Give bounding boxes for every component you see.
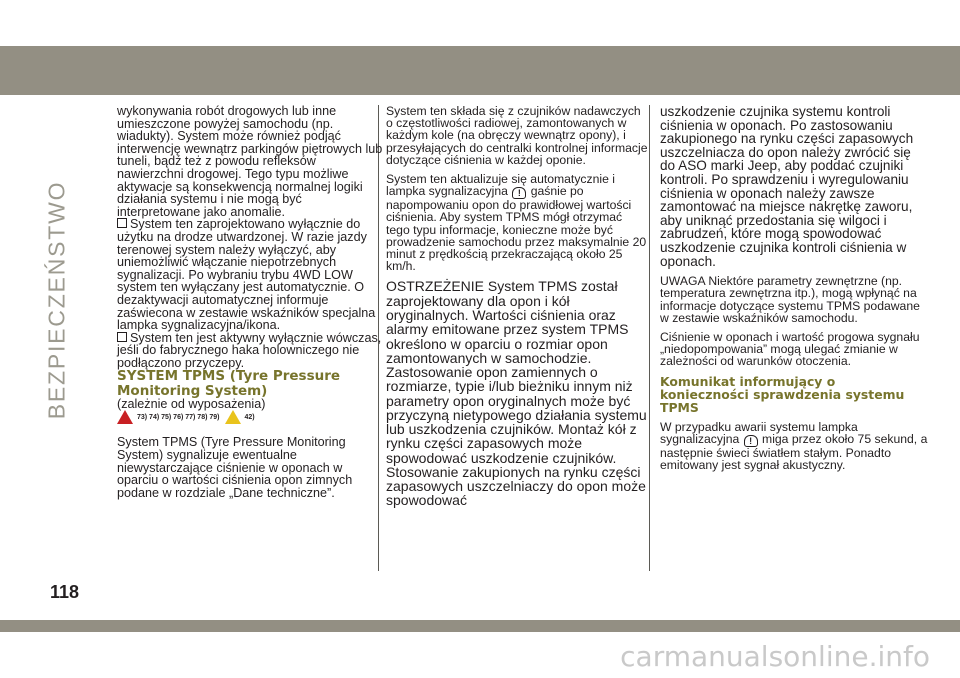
red-warning-triangle-icon	[117, 410, 133, 424]
tpms-warning-light-icon: !	[512, 187, 526, 199]
column-3	[660, 105, 928, 478]
column-1	[117, 105, 385, 499]
warning-references	[117, 410, 385, 424]
tpms-warning-light-icon: !	[744, 435, 758, 447]
section-title-tpms: SYSTEM TPMS (Tyre Pressure Monitoring System)	[117, 368, 341, 399]
col1-bullet-1: System ten zaprojektowano wyłącznie do użytku na drodze utwardzonej. W razie jazdy terenowej system należy wyłączyć, aby uniemożliwić włączanie niepotrzebnych sygnalizacji. Po wybraniu trybu 4WD LOW system ten wyłączany jest automatycznie. O dezaktywacji automatycznej informuje zaświecona w zestawie wskaźników specjalna lampka sygnalizacyjna/ikona.	[117, 217, 376, 333]
sub-heading-tpms-check: Komunikat informujący o konieczności sprawdzenia systemu TPMS	[660, 373, 905, 415]
col2-paragraph-2: System ten aktualizuje się automatycznie i lampka sygnalizacyjna ! gaśnie po napompowaniu opon do prawidłowej wartości ciśnienia. Aby system TPMS mógł otrzymać tego typu informacje, konieczne może być prowadzenie samochodu przez maksymalnie 20 minut z prędkością przekraczającą około 25 km/h.	[386, 172, 647, 274]
col3-paragraph-3: Ciśnienie w oponach i wartość progowa sygnału „niedopompowania” mogą ulegać zmianie w zależności od warunków otoczenia.	[660, 329, 920, 369]
col1-paragraph-2: System TPMS (Tyre Pressure Monitoring System) sygnalizuje ewentualne niewystarczające ciśnienie w oponach w oparciu o wartości ciśnienia opon zimnych podane w rozdziale „Dane techniczne”.	[117, 435, 353, 500]
footer-band	[0, 620, 960, 632]
col1-bullet-2: System ten jest aktywny wyłącznie wówczas, jeśli do fabrycznego haka holowniczego nie podłączono przyczepy.	[117, 330, 382, 370]
yellow-caution-triangle-icon	[225, 410, 241, 424]
col3-paragraph-4: W przypadku awarii systemu lampka sygnalizacyjna ! miga przez około 75 sekund, a następnie świeci światłem stałym. Ponadto emitowany jest sygnał akustyczny.	[660, 419, 928, 472]
equipment-subtitle: (zależnie od wyposażenia)	[117, 396, 266, 411]
col3-paragraph-1: uszkodzenie czujnika systemu kontroli ciśnienia w oponach. Po zastosowaniu zakupionego na rynku części zapasowych uszczelniacza do opon należy zwrócić się do ASO marki Jeep, aby poddać czujniki kontroli. Po sprawdzeniu i wyregulowaniu ciśnienia w oponach należy zawsze zamontować na miejsce nakrętkę zaworu, aby uniknąć przedostania się wilgoci i zabrudzeń, które mogą spowodować uszkodzenie czujnika kontroli ciśnienia w oponach.	[660, 104, 914, 269]
col2-paragraph-1: System ten składa się z czujników nadawczych o częstotliwości radiowej, zamontowanych w każdym kole (na obręczy wewnątrz opony), i przesyłających do centralki kontrolnej informacje dotyczące ciśnienia w każdej oponie.	[386, 104, 648, 167]
col1-paragraph-1: wykonywania robót drogowych lub inne umieszczone powyżej samochodu (np. wiadukty). System może również podjąć interwencję wewnątrz parkingów piętrowych lub tuneli, bądź też z powodu refleksów nawierzchni drogowej. Tego typu możliwe aktywacje są konsekwencją normalnej logiki działania systemu i nie mogą być interpretowane jako anomalie.	[117, 104, 383, 219]
col2-warning-text: OSTRZEŻENIE System TPMS został zaprojektowany dla opon i kół oryginalnych. Wartości ciśnienia oraz alarmy emitowane przez system TPMS określono w oparciu o rozmiar opon zamontowanych w samochodzie. Zastosowanie opon zamiennych o rozmiarze, typie i/lub bieżniku innym niż parametry opon oryginalnych może być przyczyną nietypowego działania systemu lub uszkodzenia czujników. Montaż kół z rynku części zapasowych może spowodować uszkodzenie czujników. Stosowanie zakupionych na rynku części zapasowych uszczelniaczy do opon może spowodować	[386, 278, 647, 509]
page-number: 118	[50, 582, 80, 602]
red-warning-refs: 73) 74) 75) 76) 77) 78) 79)	[137, 413, 220, 421]
col3-note: UWAGA Niektóre parametry zewnętrzne (np. temperatura zewnętrzna itp.), mogą wpłynąć na informacje dotyczące systemu TPMS podawane w zestawie wskaźników samochodu.	[660, 274, 920, 325]
watermark-text: carmanualsonline.info	[620, 640, 930, 673]
chapter-side-title: BEZPIECZEŃSTWO	[43, 180, 70, 420]
square-bullet-icon	[117, 332, 127, 342]
yellow-caution-refs: 42)	[244, 413, 255, 421]
column-2	[386, 105, 648, 515]
column-divider-2	[649, 105, 650, 571]
header-band	[0, 46, 960, 95]
square-bullet-icon	[117, 218, 127, 228]
